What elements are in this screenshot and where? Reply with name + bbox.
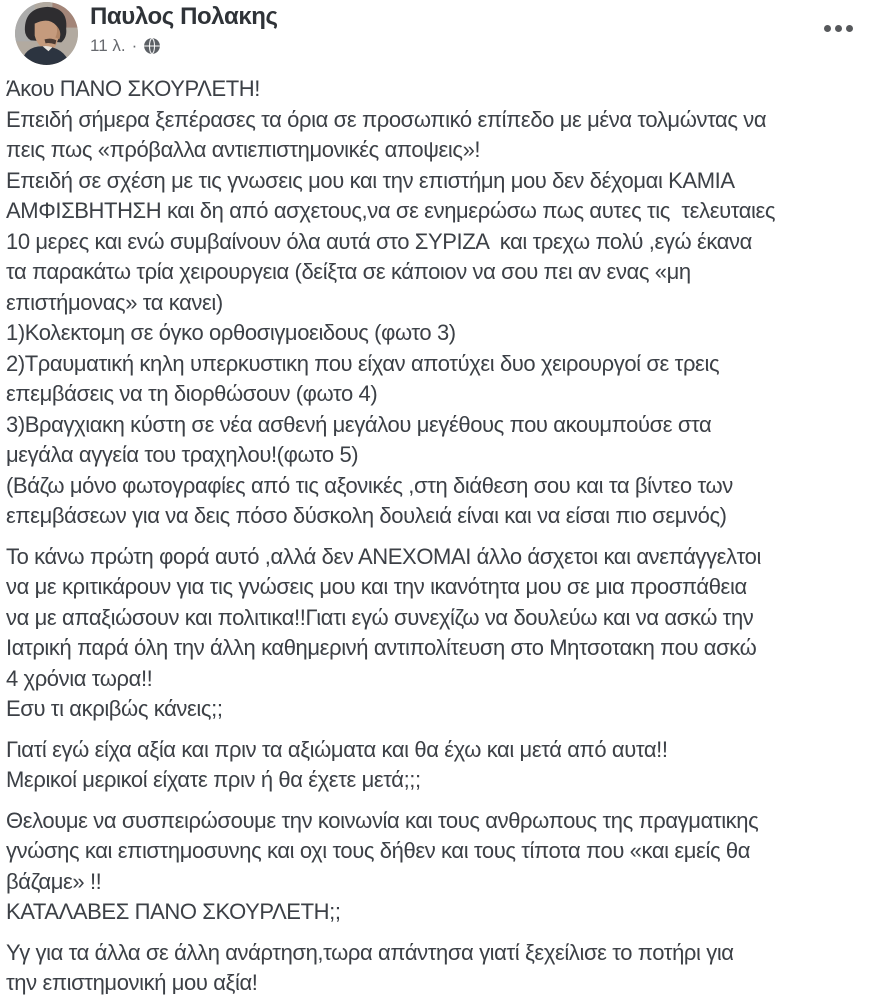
more-options-button[interactable] bbox=[816, 14, 860, 42]
post-meta bbox=[90, 36, 161, 56]
profile-photo bbox=[15, 2, 78, 65]
author-name[interactable]: Παυλος Πολακης bbox=[90, 3, 278, 30]
post-text-line: επεμβάσεων για να δεις πόσο δύσκολη δουλειά είναι και να είσαι πιο σεμνός) bbox=[6, 503, 727, 528]
post-text-line: γνώσης και επιστημοσυνης και οχι τους δήθεν και τους τίποτα που «και εμείς θα bbox=[6, 838, 751, 863]
post-paragraph bbox=[6, 735, 870, 796]
meta-separator: · bbox=[131, 36, 138, 55]
post-paragraph bbox=[6, 542, 870, 725]
post-header bbox=[0, 0, 880, 74]
ellipsis-icon bbox=[846, 25, 853, 32]
post-text-line: Γιατί εγώ είχα αξία και πριν τα αξιώματα και θα έχω και μετά από αυτα!! bbox=[6, 736, 668, 762]
ellipsis-icon bbox=[824, 25, 831, 32]
globe-icon bbox=[143, 37, 161, 55]
ellipsis-icon bbox=[835, 25, 842, 32]
post-text-line: πεις πως «πρόβαλλα αντιεπιστημονικές αποψεις»! bbox=[6, 137, 481, 162]
post-text-line: επεμβάσεις να τη διορθώσουν (φωτο 4) bbox=[6, 381, 378, 406]
post-text-line: 2)Τραυματική κηλη υπερκυστικη που είχαν αποτύχει δυο χειρουργοί σε τρεις bbox=[6, 350, 720, 376]
post-text-line: την επιστημονική μου αξία! bbox=[6, 970, 258, 995]
post-text-line: 3)Βραγχιακη κύστη σε νέα ασθενή μεγάλου μεγέθους που ακουμπούσε στα bbox=[6, 411, 712, 437]
post-paragraph bbox=[6, 806, 870, 928]
post-text-line: Εσυ τι ακριβώς κάνεις;; bbox=[6, 696, 223, 721]
post-text-line: Θελουμε να συσπειρώσουμε την κοινωνία και τους ανθρωπους της πραγματικης bbox=[6, 807, 759, 833]
post-paragraph bbox=[6, 74, 870, 532]
post-text-line: Άκου ΠΑΝΟ ΣΚΟΥΡΛΕΤΗ! bbox=[6, 76, 260, 101]
post-text-line: επιστήμονας» τα κανει) bbox=[6, 289, 223, 315]
post-text-line: Το κάνω πρώτη φορά αυτό ,αλλά δεν ΑΝΕΧΟΜΑΙ άλλο άσχετοι και ανεπάγγελτοι bbox=[6, 543, 761, 569]
post-text-line: να με κριτικάρουν για τις γνώσεις μου και την ικανότητα μου σε μια προσπάθεια bbox=[6, 574, 747, 599]
post-text-line: Μερικοί μερικοί είχατε πριν ή θα έχετε μετά;;; bbox=[6, 767, 421, 792]
post-text-line: 1)Κολεκτομη σε όγκο ορθοσιγμοειδους (φωτο 3) bbox=[6, 320, 456, 345]
post-text-line: Επειδή σε σχέση με τις γνωσεις μου και την επιστήμη μου δεν δέχομαι ΚΑΜΙΑ bbox=[6, 167, 735, 193]
post-text-line: βάζαμε» !! bbox=[6, 868, 102, 894]
post-text-line: να με απαξιώσουν και πολιτικα!!Γιατι εγώ συνεχίζω να δουλεύω και να ασκώ την bbox=[6, 604, 754, 630]
post-text-line: (Βάζω μόνο φωτογραφίες από τις αξονικές ,στη διάθεση σου και τα βίντεο των bbox=[6, 472, 733, 498]
post-text-line: Υγ για τα άλλα σε άλλη ανάρτηση,τωρα απάντησα γιατί ξεχείλισε το ποτήρι για bbox=[6, 939, 734, 965]
post-text-line: 4 χρόνια τωρα!! bbox=[6, 665, 153, 691]
post-text-line: τα παρακάτω τρία χειρουργεια (δείξτα σε κάποιον να σου πει αν ενας «μη bbox=[6, 259, 691, 284]
post-paragraph bbox=[6, 938, 870, 999]
post-text-line: 10 μερες και ενώ συμβαίνουν όλα αυτά στο ΣΥΡΙΖΑ και τρεχω πολύ ,εγώ έκανα bbox=[6, 228, 752, 254]
post-text bbox=[0, 74, 880, 999]
avatar[interactable] bbox=[15, 2, 78, 65]
post-text-line: μεγάλα αγγεία του τραχηλου!(φωτο 5) bbox=[6, 442, 359, 467]
post-text-line: Ιατρική παρά όλη την άλλη καθημερινή αντιπολίτευση στο Μητσοτακη που ασκώ bbox=[6, 635, 757, 660]
post-text-line: ΚΑΤΑΛΑΒΕΣ ΠΑΝΟ ΣΚΟΥΡΛΕΤΗ;; bbox=[6, 899, 341, 924]
post-text-line: ΑΜΦΙΣΒΗΤΗΣΗ και δη από ασχετους,να σε ενημερώσω πως αυτες τις τελευταιες bbox=[6, 198, 776, 223]
post-text-line: Επειδή σήμερα ξεπέρασες τα όρια σε προσωπικό επίπεδο με μένα τολμώντας να bbox=[6, 106, 767, 132]
timestamp[interactable]: 11 λ. bbox=[90, 36, 126, 55]
